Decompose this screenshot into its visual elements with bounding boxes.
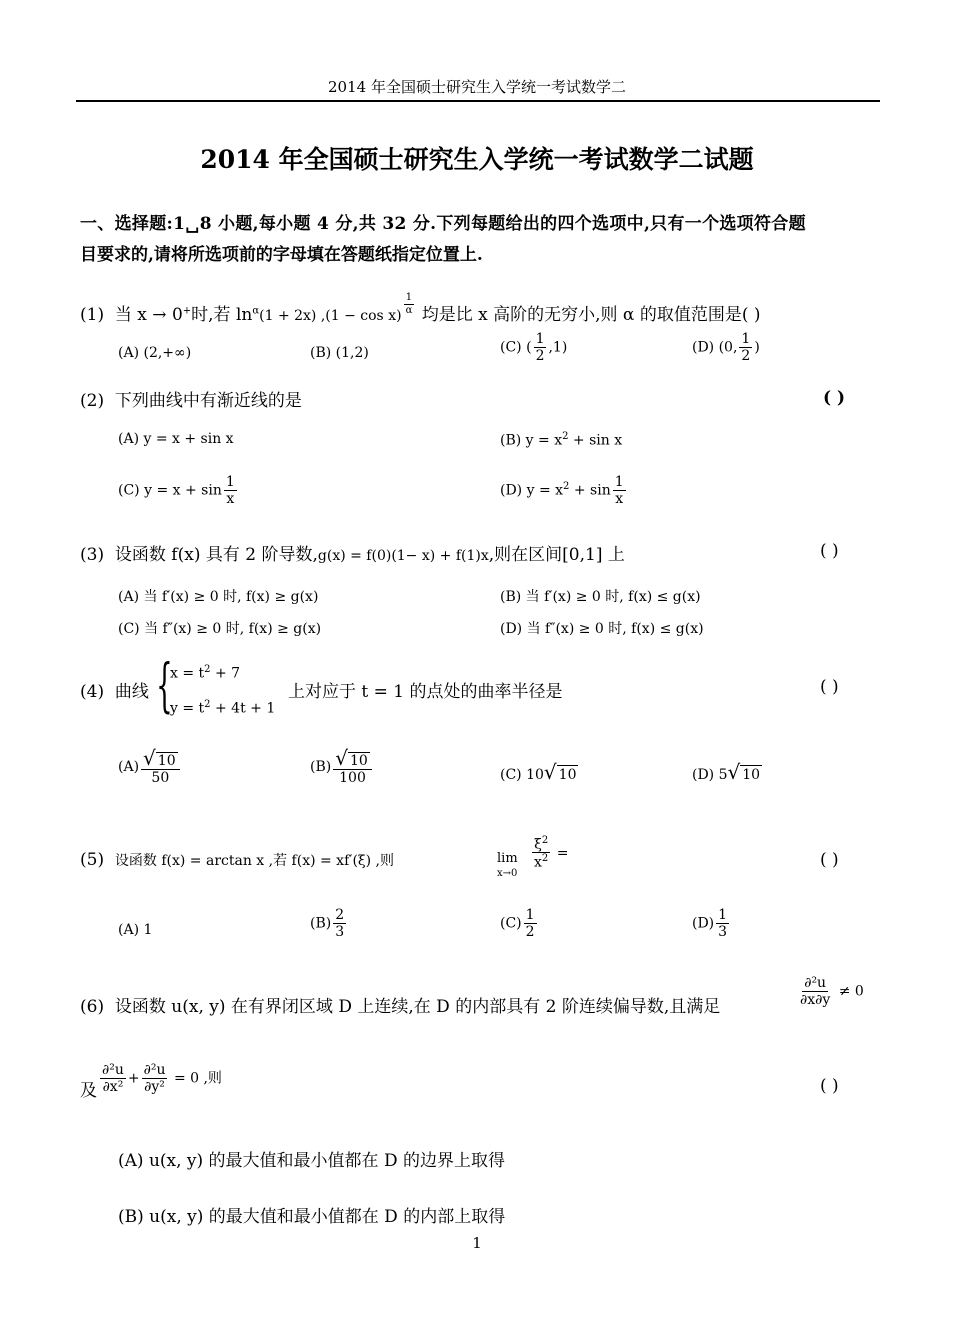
q1-exponent: $\frac{1}{\alpha}$	[405, 292, 413, 316]
question-2-stem: (2) 下列曲线中有渐近线的是	[80, 391, 302, 411]
q5-fraction: $\frac{\xi^2}{x^2}$ =	[534, 835, 569, 871]
q1-option-b: (B) (1,2)	[310, 345, 369, 361]
q5-limit: lim x→0	[497, 851, 518, 879]
q1-option-c: (C) ( $\frac{1}{2}$ ,1)	[500, 331, 568, 364]
q2-answer-paren: ( )	[823, 388, 846, 408]
q6-laplace-equation: $\frac{\text{∂²u}}{\text{∂x²}}$ + $\frac{\text{∂²u}}{\text{∂y²}}$ = 0 ,则	[102, 1062, 222, 1095]
q6-line2-prefix: 及	[80, 1081, 97, 1101]
q5-option-b: (B) $\frac{2}{3}$	[310, 907, 345, 940]
question-4-label: (4) 曲线	[80, 682, 149, 702]
q2-option-d: (D) $y = x^2 + \sin$ $\frac{1}{x}$	[500, 474, 624, 507]
q5-answer-paren: ( )	[820, 850, 839, 870]
q4-equation-x: $x = t^2 + 7$	[170, 664, 241, 682]
question-3-stem: (3) 设函数 f(x) 具有 2 阶导数,g(x) = f(0)(1− x) + f(1)x,则在区间[0,1] 上	[80, 545, 625, 565]
page-number: 1	[472, 1234, 482, 1252]
q4-option-c: (C) 10√ 10	[500, 760, 577, 784]
q3-option-d: (D) 当 f″(x) ≥ 0 时, f(x) ≤ g(x)	[500, 621, 704, 637]
page-title: 2014 年全国硕士研究生入学统一考试数学二试题	[200, 145, 754, 174]
question-1-stem: (1) 当 x → 0+时,若 $\ln^\alpha(1 + 2x) ,(1 - \cos x)$ $\frac{1}{\alpha}$ 均是比 x 高阶的无穷小,则 α 的取值范围是( )	[80, 292, 761, 325]
q6-mixed-partial: $\frac{\text{∂²u}}{\partial x\partial y}$ ≠ 0	[800, 975, 864, 1008]
q6-answer-paren: ( )	[820, 1076, 839, 1096]
q3-option-c: (C) 当 f″(x) ≥ 0 时, f(x) ≥ g(x)	[118, 621, 322, 637]
q4-option-a: (A) $\frac{√ 10}{50}$	[118, 748, 182, 786]
q3-answer-paren: ( )	[820, 541, 839, 561]
section-instructions-line2: 目要求的,请将所选项前的字母填在答题纸指定位置上.	[80, 245, 483, 265]
q4-option-b: (B) $\frac{√ 10}{100}$	[310, 748, 374, 786]
q2-option-a: (A) y = x + sin x	[118, 431, 234, 447]
question-6-stem: (6) 设函数 u(x, y) 在有界闭区域 D 上连续,在 D 的内部具有 2 阶连续偏导数,且满足	[80, 997, 721, 1017]
q3-option-a: (A) 当 f′(x) ≥ 0 时, f(x) ≥ g(x)	[118, 589, 319, 605]
q3-option-b: (B) 当 f′(x) ≥ 0 时, f(x) ≤ g(x)	[500, 589, 701, 605]
question-5-stem: (5) 设函数 f(x) = arctan x ,若 f(x) = xf′(ξ) ,则	[80, 850, 394, 870]
q4-equation-y: $y = t^2 + 4t + 1$	[170, 699, 276, 717]
q6-option-a: (A) u(x, y) 的最大值和最小值都在 D 的边界上取得	[118, 1151, 505, 1171]
q5-option-a: (A) 1	[118, 922, 153, 938]
q4-answer-paren: ( )	[820, 677, 839, 697]
section-instructions-line1: 一、选择题:1␣8 小题,每小题 4 分,共 32 分.下列每题给出的四个选项中,只有一个选项符合题	[80, 214, 806, 234]
q1-label: (1)	[80, 305, 105, 325]
q1-option-d: (D) (0, $\frac{1}{2}$ )	[692, 331, 760, 364]
q2-option-b: (B) $y = x^2 + \sin x$	[500, 431, 623, 449]
header-rule	[76, 100, 880, 102]
q4-stem: 上对应于 t = 1 的点处的曲率半径是	[288, 682, 563, 702]
q6-option-b: (B) u(x, y) 的最大值和最小值都在 D 的内部上取得	[118, 1207, 506, 1227]
q2-option-c: (C) y = x + sin $\frac{1}{x}$	[118, 474, 235, 507]
q5-option-c: (C) $\frac{1}{2}$	[500, 907, 535, 940]
q4-option-d: (D) 5√ 10	[692, 760, 761, 784]
q1-option-a: (A) (2,+∞)	[118, 345, 192, 361]
q5-option-d: (D) $\frac{1}{3}$	[692, 907, 728, 940]
q4-brace: {	[156, 651, 173, 719]
running-header: 2014 年全国硕士研究生入学统一考试数学二	[328, 78, 626, 96]
